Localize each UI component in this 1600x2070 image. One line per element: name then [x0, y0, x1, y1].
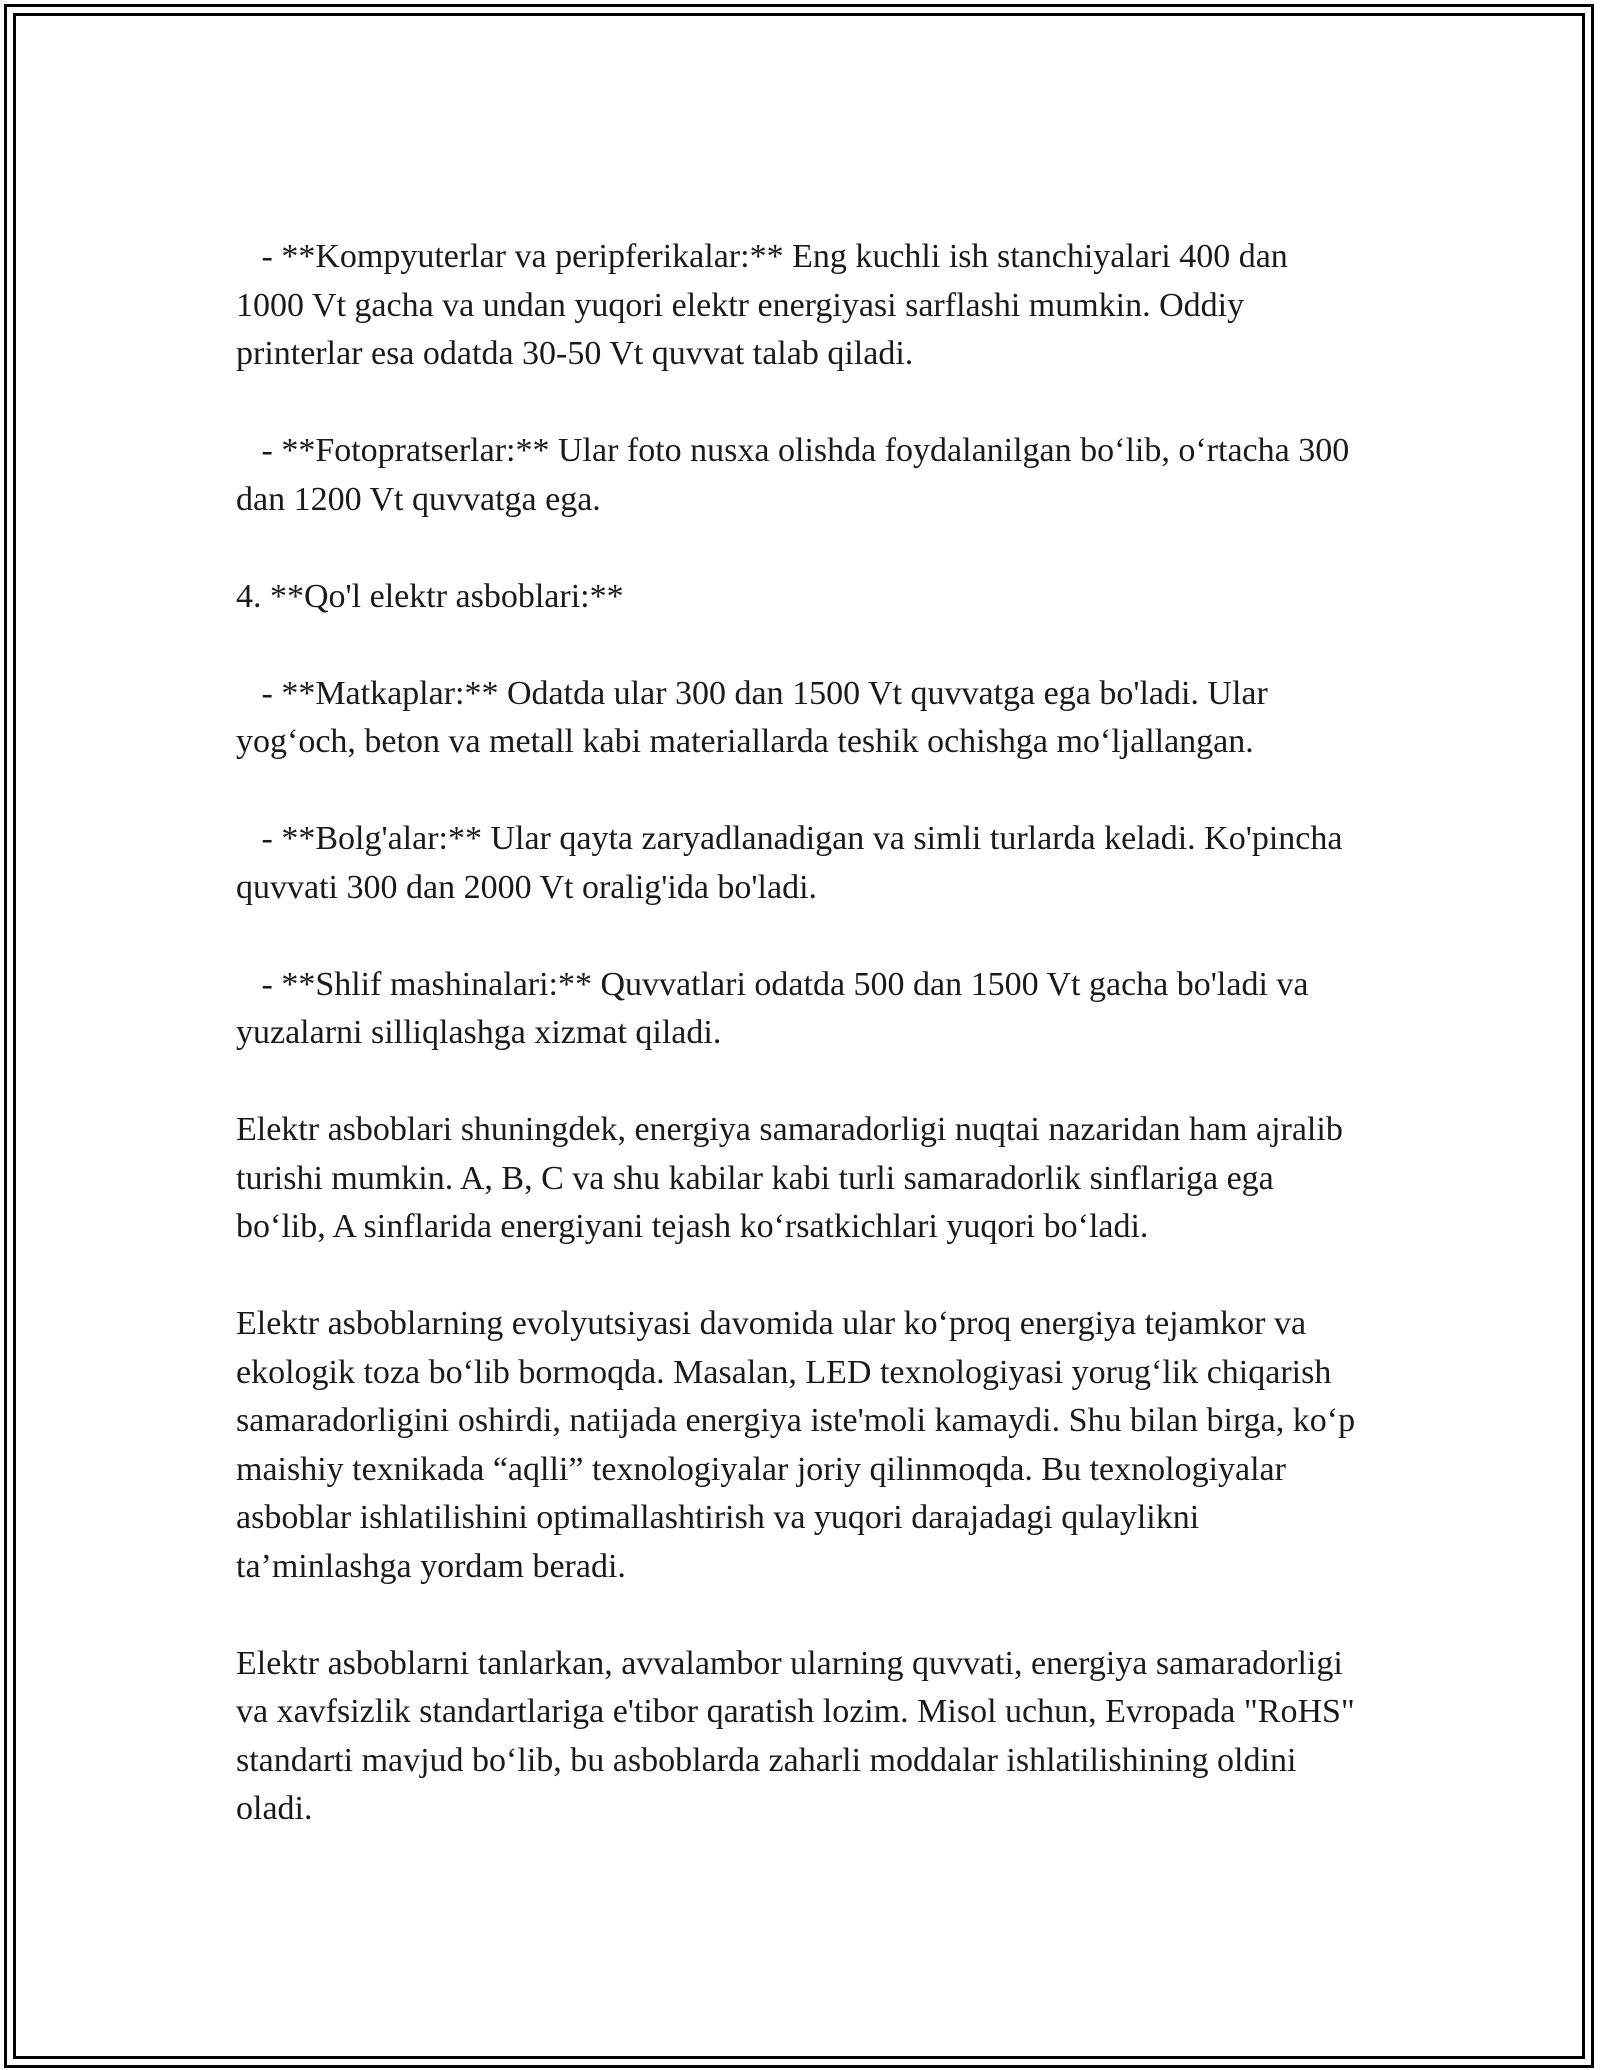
paragraph-hammers: - **Bolg'alar:** Ular qayta zaryadlanadigan va simli turlarda keladi. Ko'pincha quvvati 300 dan 2000 Vt oralig'ida bo'ladi. [236, 820, 1351, 906]
section-heading-hand-tools: 4. **Qo'l elektr asboblari:** [236, 577, 624, 615]
paragraph-computers: - **Kompyuterlar va peripferikalar:** Eng kuchli ish stanchiyalari 400 dan 1000 Vt gacha va undan yuqori elektr energiyasi sarflashi mumkin. Oddiy printerlar esa odatda 30-50 Vt quvvat talab qiladi. [236, 238, 1297, 372]
paragraph-evolution: Elektr asboblarning evolyutsiyasi davomida ular ko‘proq energiya tejamkor va ekologik toza bo‘lib bormoqda. Masalan, LED texnologiyasi yorug‘lik chiqarish samaradorligini oshirdi, natijada energiya iste'moli kamaydi. Shu bilan birga, ko‘p maishiy texnikada “aqlli” texnologiyalar joriy qilinmoqda. Bu texnologiyalar asboblar ishlatilishini optimallashtirish va yuqori darajadagi qulaylikni ta’minlashga yordam beradi. [236, 1305, 1364, 1585]
paragraph-efficiency-classes: Elektr asboblari shuningdek, energiya samaradorligi nuqtai nazaridan ham ajralib turishi mumkin. A, B, C va shu kabilar kabi turli samaradorlik sinflariga ega bo‘lib, A sinflarida energiyani tejash ko‘rsatkichlari yuqori bo‘ladi. [236, 1111, 1352, 1245]
document-body [236, 233, 1364, 1834]
paragraph-drills: - **Matkaplar:** Odatda ular 300 dan 1500 Vt quvvatga ega bo'ladi. Ular yog‘och, beton va metall kabi materiallarda teshik ochishga mo‘ljallangan. [236, 674, 1277, 760]
paragraph-selection: Elektr asboblarni tanlarkan, avvalambor ularning quvvati, energiya samaradorligi va xavfsizlik standartlariga e'tibor qaratish lozim. Misol uchun, Evropada "RoHS" standarti mavjud bo‘lib, bu asboblarda zaharli moddalar ishlatilishining oldini oladi. [236, 1644, 1364, 1827]
paragraph-grinders: - **Shlif mashinalari:** Quvvatlari odatda 500 dan 1500 Vt gacha bo'ladi va yuzalarni silliqlashga xizmat qiladi. [236, 965, 1317, 1051]
paragraph-photocopiers: - **Fotopratserlar:** Ular foto nusxa olishda foydalanilgan bo‘lib, o‘rtacha 300 dan 1200 Vt quvvatga ega. [236, 432, 1358, 518]
